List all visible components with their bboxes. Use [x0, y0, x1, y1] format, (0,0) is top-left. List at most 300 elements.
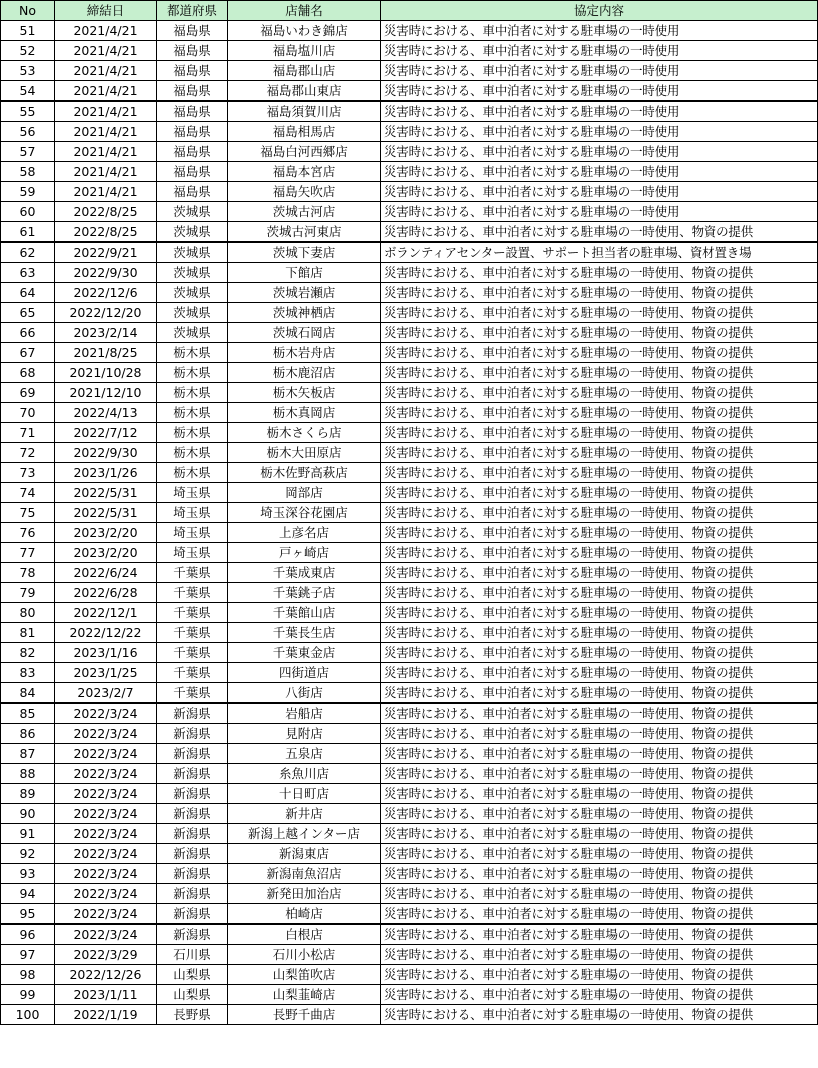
cell-no: 82: [1, 643, 55, 663]
cell-no: 55: [1, 101, 55, 122]
table-row: [1, 884, 818, 904]
cell-store-name: 八街店: [228, 683, 381, 704]
table-row: [1, 583, 818, 603]
cell-date: 2021/4/21: [55, 182, 157, 202]
header-store-name: 店舗名: [228, 1, 381, 21]
cell-store-name: 十日町店: [228, 784, 381, 804]
table-row: [1, 523, 818, 543]
cell-store-name: 茨城古河店: [228, 202, 381, 222]
cell-prefecture: 新潟県: [157, 804, 228, 824]
cell-prefecture: 埼玉県: [157, 523, 228, 543]
cell-date: 2023/2/7: [55, 683, 157, 704]
cell-prefecture: 新潟県: [157, 864, 228, 884]
cell-agreement-content: 災害時における、車中泊者に対する駐車場の一時使用、物資の提供: [381, 864, 818, 884]
table-row: [1, 463, 818, 483]
cell-store-name: 戸ヶ崎店: [228, 543, 381, 563]
cell-no: 61: [1, 222, 55, 243]
cell-agreement-content: 災害時における、車中泊者に対する駐車場の一時使用、物資の提供: [381, 363, 818, 383]
cell-no: 76: [1, 523, 55, 543]
cell-date: 2022/8/25: [55, 222, 157, 243]
cell-date: 2022/3/24: [55, 703, 157, 724]
cell-date: 2022/3/24: [55, 844, 157, 864]
cell-prefecture: 新潟県: [157, 884, 228, 904]
cell-date: 2023/1/11: [55, 985, 157, 1005]
cell-prefecture: 栃木県: [157, 383, 228, 403]
cell-date: 2021/4/21: [55, 41, 157, 61]
table-row: [1, 744, 818, 764]
cell-agreement-content: 災害時における、車中泊者に対する駐車場の一時使用: [381, 61, 818, 81]
table-row: [1, 323, 818, 343]
cell-agreement-content: 災害時における、車中泊者に対する駐車場の一時使用: [381, 182, 818, 202]
cell-no: 62: [1, 242, 55, 263]
table-row: [1, 363, 818, 383]
cell-agreement-content: 災害時における、車中泊者に対する駐車場の一時使用、物資の提供: [381, 222, 818, 243]
cell-no: 92: [1, 844, 55, 864]
table-row: [1, 423, 818, 443]
cell-prefecture: 新潟県: [157, 924, 228, 945]
cell-prefecture: 千葉県: [157, 623, 228, 643]
table-row: [1, 643, 818, 663]
cell-no: 68: [1, 363, 55, 383]
cell-no: 86: [1, 724, 55, 744]
cell-date: 2023/2/14: [55, 323, 157, 343]
table-row: [1, 202, 818, 222]
table-row: [1, 122, 818, 142]
cell-agreement-content: 災害時における、車中泊者に対する駐車場の一時使用、物資の提供: [381, 583, 818, 603]
cell-store-name: 福島郡山店: [228, 61, 381, 81]
cell-prefecture: 茨城県: [157, 283, 228, 303]
cell-store-name: 新潟東店: [228, 844, 381, 864]
cell-agreement-content: 災害時における、車中泊者に対する駐車場の一時使用、物資の提供: [381, 683, 818, 704]
cell-no: 69: [1, 383, 55, 403]
cell-store-name: 新発田加治店: [228, 884, 381, 904]
cell-prefecture: 千葉県: [157, 603, 228, 623]
cell-agreement-content: 災害時における、車中泊者に対する駐車場の一時使用、物資の提供: [381, 463, 818, 483]
cell-date: 2022/12/1: [55, 603, 157, 623]
table-row: [1, 403, 818, 423]
cell-store-name: 新潟上越インター店: [228, 824, 381, 844]
table-row: [1, 222, 818, 243]
cell-date: 2023/1/16: [55, 643, 157, 663]
cell-no: 74: [1, 483, 55, 503]
cell-prefecture: 栃木県: [157, 363, 228, 383]
cell-store-name: 栃木大田原店: [228, 443, 381, 463]
header-row: [1, 1, 818, 21]
cell-no: 79: [1, 583, 55, 603]
table-row: [1, 603, 818, 623]
cell-date: 2021/8/25: [55, 343, 157, 363]
cell-agreement-content: 災害時における、車中泊者に対する駐車場の一時使用: [381, 21, 818, 41]
cell-date: 2022/6/28: [55, 583, 157, 603]
cell-prefecture: 新潟県: [157, 744, 228, 764]
cell-no: 59: [1, 182, 55, 202]
cell-agreement-content: 災害時における、車中泊者に対する駐車場の一時使用、物資の提供: [381, 884, 818, 904]
cell-store-name: 茨城石岡店: [228, 323, 381, 343]
cell-agreement-content: 災害時における、車中泊者に対する駐車場の一時使用、物資の提供: [381, 603, 818, 623]
cell-date: 2021/4/21: [55, 21, 157, 41]
cell-prefecture: 福島県: [157, 142, 228, 162]
cell-no: 57: [1, 142, 55, 162]
cell-store-name: 千葉銚子店: [228, 583, 381, 603]
cell-store-name: 上彦名店: [228, 523, 381, 543]
table-row: [1, 724, 818, 744]
table-row: [1, 804, 818, 824]
table-row: [1, 443, 818, 463]
cell-prefecture: 茨城県: [157, 263, 228, 283]
cell-date: 2021/4/21: [55, 61, 157, 81]
table-row: [1, 945, 818, 965]
cell-prefecture: 栃木県: [157, 403, 228, 423]
cell-date: 2021/12/10: [55, 383, 157, 403]
cell-no: 93: [1, 864, 55, 884]
table-row: [1, 142, 818, 162]
cell-prefecture: 千葉県: [157, 563, 228, 583]
cell-no: 96: [1, 924, 55, 945]
cell-store-name: 福島塩川店: [228, 41, 381, 61]
cell-store-name: 福島いわき錦店: [228, 21, 381, 41]
table-row: [1, 21, 818, 41]
cell-agreement-content: 災害時における、車中泊者に対する駐車場の一時使用、物資の提供: [381, 303, 818, 323]
table-row: [1, 503, 818, 523]
cell-date: 2022/12/22: [55, 623, 157, 643]
cell-no: 54: [1, 81, 55, 102]
cell-no: 78: [1, 563, 55, 583]
table-row: [1, 263, 818, 283]
table-row: [1, 41, 818, 61]
table-row: [1, 61, 818, 81]
cell-no: 84: [1, 683, 55, 704]
cell-agreement-content: 災害時における、車中泊者に対する駐車場の一時使用: [381, 202, 818, 222]
cell-store-name: 福島矢吹店: [228, 182, 381, 202]
cell-prefecture: 栃木県: [157, 423, 228, 443]
cell-date: 2023/2/20: [55, 523, 157, 543]
cell-agreement-content: 災害時における、車中泊者に対する駐車場の一時使用、物資の提供: [381, 985, 818, 1005]
cell-no: 98: [1, 965, 55, 985]
cell-agreement-content: 災害時における、車中泊者に対する駐車場の一時使用、物資の提供: [381, 643, 818, 663]
cell-no: 51: [1, 21, 55, 41]
cell-agreement-content: 災害時における、車中泊者に対する駐車場の一時使用: [381, 142, 818, 162]
cell-store-name: 山梨韮崎店: [228, 985, 381, 1005]
cell-prefecture: 栃木県: [157, 343, 228, 363]
cell-agreement-content: 災害時における、車中泊者に対する駐車場の一時使用、物資の提供: [381, 443, 818, 463]
cell-prefecture: 埼玉県: [157, 503, 228, 523]
cell-prefecture: 福島県: [157, 21, 228, 41]
table-row: [1, 985, 818, 1005]
cell-date: 2021/4/21: [55, 81, 157, 102]
cell-no: 94: [1, 884, 55, 904]
cell-prefecture: 千葉県: [157, 583, 228, 603]
cell-date: 2022/3/29: [55, 945, 157, 965]
cell-store-name: 福島郡山東店: [228, 81, 381, 102]
cell-date: 2022/3/24: [55, 724, 157, 744]
cell-prefecture: 千葉県: [157, 643, 228, 663]
cell-prefecture: 新潟県: [157, 904, 228, 925]
cell-prefecture: 新潟県: [157, 724, 228, 744]
cell-date: 2022/3/24: [55, 864, 157, 884]
cell-prefecture: 福島県: [157, 61, 228, 81]
cell-date: 2022/1/19: [55, 1005, 157, 1025]
cell-agreement-content: 災害時における、車中泊者に対する駐車場の一時使用、物資の提供: [381, 924, 818, 945]
cell-store-name: 栃木佐野高萩店: [228, 463, 381, 483]
table-row: [1, 1005, 818, 1025]
table-row: [1, 563, 818, 583]
table-row: [1, 965, 818, 985]
cell-date: 2022/4/13: [55, 403, 157, 423]
cell-store-name: 栃木鹿沼店: [228, 363, 381, 383]
cell-agreement-content: 災害時における、車中泊者に対する駐車場の一時使用、物資の提供: [381, 383, 818, 403]
cell-date: 2021/4/21: [55, 162, 157, 182]
cell-date: 2022/12/26: [55, 965, 157, 985]
cell-no: 72: [1, 443, 55, 463]
cell-no: 67: [1, 343, 55, 363]
cell-store-name: 石川小松店: [228, 945, 381, 965]
cell-date: 2022/3/24: [55, 904, 157, 925]
header-agreement-content: 協定内容: [381, 1, 818, 21]
cell-no: 75: [1, 503, 55, 523]
table-row: [1, 924, 818, 945]
cell-no: 70: [1, 403, 55, 423]
table-row: [1, 864, 818, 884]
cell-agreement-content: ボランティアセンター設置、サポート担当者の駐車場、資材置き場: [381, 242, 818, 263]
cell-prefecture: 千葉県: [157, 683, 228, 704]
cell-store-name: 茨城神栖店: [228, 303, 381, 323]
cell-agreement-content: 災害時における、車中泊者に対する駐車場の一時使用、物資の提供: [381, 904, 818, 925]
table-row: [1, 81, 818, 102]
cell-date: 2022/3/24: [55, 924, 157, 945]
cell-date: 2022/3/24: [55, 744, 157, 764]
cell-no: 99: [1, 985, 55, 1005]
cell-agreement-content: 災害時における、車中泊者に対する駐車場の一時使用: [381, 122, 818, 142]
table-row: [1, 383, 818, 403]
cell-prefecture: 新潟県: [157, 844, 228, 864]
cell-store-name: 茨城岩瀬店: [228, 283, 381, 303]
cell-no: 83: [1, 663, 55, 683]
cell-date: 2022/5/31: [55, 483, 157, 503]
cell-date: 2023/1/25: [55, 663, 157, 683]
table-row: [1, 162, 818, 182]
cell-store-name: 下館店: [228, 263, 381, 283]
cell-prefecture: 栃木県: [157, 443, 228, 463]
cell-store-name: 千葉東金店: [228, 643, 381, 663]
cell-no: 53: [1, 61, 55, 81]
table-row: [1, 824, 818, 844]
cell-store-name: 新井店: [228, 804, 381, 824]
cell-agreement-content: 災害時における、車中泊者に対する駐車場の一時使用: [381, 101, 818, 122]
cell-agreement-content: 災害時における、車中泊者に対する駐車場の一時使用、物資の提供: [381, 523, 818, 543]
cell-store-name: 岩船店: [228, 703, 381, 724]
cell-store-name: 福島白河西郷店: [228, 142, 381, 162]
cell-no: 63: [1, 263, 55, 283]
cell-date: 2022/3/24: [55, 784, 157, 804]
cell-agreement-content: 災害時における、車中泊者に対する駐車場の一時使用、物資の提供: [381, 784, 818, 804]
cell-agreement-content: 災害時における、車中泊者に対する駐車場の一時使用、物資の提供: [381, 945, 818, 965]
cell-store-name: 糸魚川店: [228, 764, 381, 784]
cell-no: 97: [1, 945, 55, 965]
cell-date: 2023/1/26: [55, 463, 157, 483]
cell-store-name: 茨城下妻店: [228, 242, 381, 263]
cell-store-name: 山梨笛吹店: [228, 965, 381, 985]
cell-date: 2021/4/21: [55, 101, 157, 122]
cell-prefecture: 千葉県: [157, 663, 228, 683]
cell-prefecture: 山梨県: [157, 985, 228, 1005]
table-row: [1, 764, 818, 784]
cell-agreement-content: 災害時における、車中泊者に対する駐車場の一時使用、物資の提供: [381, 844, 818, 864]
cell-no: 89: [1, 784, 55, 804]
table-row: [1, 623, 818, 643]
cell-agreement-content: 災害時における、車中泊者に対する駐車場の一時使用、物資の提供: [381, 543, 818, 563]
table-row: [1, 283, 818, 303]
cell-store-name: 福島本宮店: [228, 162, 381, 182]
cell-store-name: 四街道店: [228, 663, 381, 683]
cell-date: 2022/9/21: [55, 242, 157, 263]
table-row: [1, 343, 818, 363]
cell-no: 81: [1, 623, 55, 643]
cell-date: 2022/3/24: [55, 824, 157, 844]
cell-prefecture: 茨城県: [157, 222, 228, 243]
cell-prefecture: 山梨県: [157, 965, 228, 985]
header-no: No: [1, 1, 55, 21]
cell-agreement-content: 災害時における、車中泊者に対する駐車場の一時使用、物資の提供: [381, 663, 818, 683]
cell-agreement-content: 災害時における、車中泊者に対する駐車場の一時使用: [381, 81, 818, 102]
cell-agreement-content: 災害時における、車中泊者に対する駐車場の一時使用、物資の提供: [381, 483, 818, 503]
cell-prefecture: 茨城県: [157, 202, 228, 222]
cell-no: 80: [1, 603, 55, 623]
cell-store-name: 見附店: [228, 724, 381, 744]
cell-store-name: 柏崎店: [228, 904, 381, 925]
cell-prefecture: 新潟県: [157, 824, 228, 844]
cell-no: 100: [1, 1005, 55, 1025]
cell-store-name: 白根店: [228, 924, 381, 945]
cell-agreement-content: 災害時における、車中泊者に対する駐車場の一時使用、物資の提供: [381, 824, 818, 844]
cell-store-name: 千葉館山店: [228, 603, 381, 623]
cell-date: 2022/6/24: [55, 563, 157, 583]
cell-no: 60: [1, 202, 55, 222]
cell-prefecture: 新潟県: [157, 764, 228, 784]
cell-date: 2022/12/6: [55, 283, 157, 303]
cell-prefecture: 福島県: [157, 81, 228, 102]
cell-prefecture: 石川県: [157, 945, 228, 965]
cell-no: 87: [1, 744, 55, 764]
cell-date: 2022/9/30: [55, 443, 157, 463]
table-row: [1, 182, 818, 202]
table-row: [1, 543, 818, 563]
cell-prefecture: 埼玉県: [157, 483, 228, 503]
cell-date: 2021/4/21: [55, 122, 157, 142]
table-row: [1, 483, 818, 503]
cell-agreement-content: 災害時における、車中泊者に対する駐車場の一時使用、物資の提供: [381, 323, 818, 343]
cell-prefecture: 福島県: [157, 162, 228, 182]
cell-agreement-content: 災害時における、車中泊者に対する駐車場の一時使用、物資の提供: [381, 703, 818, 724]
cell-no: 85: [1, 703, 55, 724]
cell-store-name: 茨城古河東店: [228, 222, 381, 243]
cell-agreement-content: 災害時における、車中泊者に対する駐車場の一時使用、物資の提供: [381, 403, 818, 423]
cell-date: 2022/5/31: [55, 503, 157, 523]
cell-no: 64: [1, 283, 55, 303]
cell-agreement-content: 災害時における、車中泊者に対する駐車場の一時使用: [381, 41, 818, 61]
cell-store-name: 千葉長生店: [228, 623, 381, 643]
cell-no: 88: [1, 764, 55, 784]
cell-prefecture: 福島県: [157, 182, 228, 202]
cell-prefecture: 新潟県: [157, 703, 228, 724]
cell-store-name: 福島相馬店: [228, 122, 381, 142]
cell-store-name: 栃木矢板店: [228, 383, 381, 403]
cell-no: 71: [1, 423, 55, 443]
cell-store-name: 栃木真岡店: [228, 403, 381, 423]
cell-agreement-content: 災害時における、車中泊者に対する駐車場の一時使用、物資の提供: [381, 423, 818, 443]
table-body: [1, 21, 818, 1025]
cell-no: 52: [1, 41, 55, 61]
cell-agreement-content: 災害時における、車中泊者に対する駐車場の一時使用、物資の提供: [381, 965, 818, 985]
cell-store-name: 栃木岩舟店: [228, 343, 381, 363]
cell-prefecture: 新潟県: [157, 784, 228, 804]
cell-prefecture: 茨城県: [157, 323, 228, 343]
table-row: [1, 663, 818, 683]
cell-date: 2021/10/28: [55, 363, 157, 383]
cell-date: 2022/8/25: [55, 202, 157, 222]
cell-store-name: 福島須賀川店: [228, 101, 381, 122]
table-row: [1, 242, 818, 263]
cell-store-name: 五泉店: [228, 744, 381, 764]
cell-agreement-content: 災害時における、車中泊者に対する駐車場の一時使用: [381, 162, 818, 182]
table-row: [1, 904, 818, 925]
cell-agreement-content: 災害時における、車中泊者に対する駐車場の一時使用、物資の提供: [381, 764, 818, 784]
table-row: [1, 703, 818, 724]
cell-agreement-content: 災害時における、車中泊者に対する駐車場の一時使用、物資の提供: [381, 1005, 818, 1025]
cell-prefecture: 福島県: [157, 41, 228, 61]
cell-prefecture: 長野県: [157, 1005, 228, 1025]
cell-no: 95: [1, 904, 55, 925]
cell-agreement-content: 災害時における、車中泊者に対する駐車場の一時使用、物資の提供: [381, 724, 818, 744]
table-row: [1, 844, 818, 864]
cell-store-name: 新潟南魚沼店: [228, 864, 381, 884]
cell-store-name: 埼玉深谷花園店: [228, 503, 381, 523]
cell-prefecture: 福島県: [157, 101, 228, 122]
table-row: [1, 101, 818, 122]
cell-agreement-content: 災害時における、車中泊者に対する駐車場の一時使用、物資の提供: [381, 343, 818, 363]
cell-prefecture: 茨城県: [157, 303, 228, 323]
cell-store-name: 栃木さくら店: [228, 423, 381, 443]
cell-no: 65: [1, 303, 55, 323]
header-prefecture: 都道府県: [157, 1, 228, 21]
cell-prefecture: 栃木県: [157, 463, 228, 483]
cell-no: 66: [1, 323, 55, 343]
cell-prefecture: 茨城県: [157, 242, 228, 263]
cell-agreement-content: 災害時における、車中泊者に対する駐車場の一時使用、物資の提供: [381, 563, 818, 583]
cell-date: 2021/4/21: [55, 142, 157, 162]
cell-date: 2022/9/30: [55, 263, 157, 283]
header-date: 締結日: [55, 1, 157, 21]
cell-agreement-content: 災害時における、車中泊者に対する駐車場の一時使用、物資の提供: [381, 804, 818, 824]
cell-prefecture: 福島県: [157, 122, 228, 142]
table-row: [1, 303, 818, 323]
cell-date: 2022/3/24: [55, 884, 157, 904]
cell-agreement-content: 災害時における、車中泊者に対する駐車場の一時使用、物資の提供: [381, 263, 818, 283]
cell-date: 2022/7/12: [55, 423, 157, 443]
table-row: [1, 683, 818, 704]
cell-agreement-content: 災害時における、車中泊者に対する駐車場の一時使用、物資の提供: [381, 744, 818, 764]
cell-no: 77: [1, 543, 55, 563]
table-row: [1, 784, 818, 804]
cell-store-name: 千葉成東店: [228, 563, 381, 583]
cell-no: 58: [1, 162, 55, 182]
cell-no: 56: [1, 122, 55, 142]
cell-no: 90: [1, 804, 55, 824]
cell-agreement-content: 災害時における、車中泊者に対する駐車場の一時使用、物資の提供: [381, 283, 818, 303]
cell-store-name: 岡部店: [228, 483, 381, 503]
cell-no: 73: [1, 463, 55, 483]
cell-date: 2023/2/20: [55, 543, 157, 563]
cell-prefecture: 埼玉県: [157, 543, 228, 563]
